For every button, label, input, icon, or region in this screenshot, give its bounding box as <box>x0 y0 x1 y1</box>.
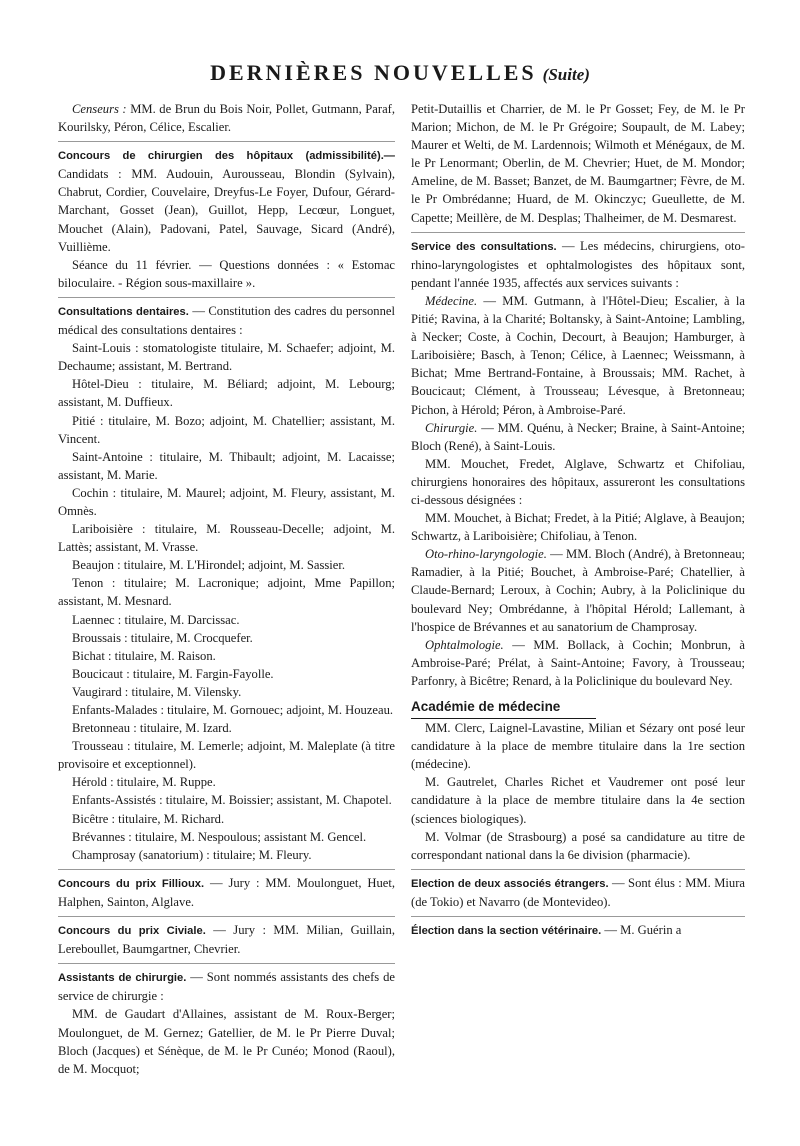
divider <box>411 869 745 870</box>
paragraph-text: — Les médecins, chirurgiens, oto-rhino-laryngologistes et ophtalmologistes des hôpitaux sont, pendant l'année 1935, affectés aux services suivants : <box>411 238 746 290</box>
paragraph <box>58 773 395 791</box>
paragraph <box>411 921 745 940</box>
paragraph-text: MM. de Gaudart d'Allaines, assistant de M. Roux-Berger; Moulonguet, de M. Gernez; Gatellier, de M. le Pr Pierre Duval; Bloch (Jacques) et Sénèque, de M. le Pr Cunéo; Monod (Raoul), de M. Mocquot; <box>58 1007 395 1076</box>
paragraph <box>58 921 395 958</box>
paragraph <box>58 810 395 828</box>
paragraph <box>411 545 745 635</box>
paragraph-text: — MM. Bloch (André), à Bretonneau; Ramadier, à la Pitié; Bouchet, à Ambroise-Paré; Chatellier, à Claude-Bernard; Leroux, à Cochin; Aubry, à la Policlinique du boulevard Ney; Ombrédanne, à l'hôpital Hérold; Lallemant, à l'hospice de Brévannes et au sanatorium de Champrosay. <box>411 547 745 634</box>
paragraph <box>411 719 745 773</box>
paragraph <box>411 292 745 419</box>
paragraph-text: Trousseau : titulaire, M. Lemerle; adjoint, M. Maleplate (à titre provisoire et exceptionnel). <box>58 739 395 772</box>
paragraph <box>58 556 395 574</box>
paragraph-label: Chirurgie. <box>425 420 478 435</box>
paragraph-text: Boucicaut : titulaire, M. Fargin-Fayolle. <box>72 666 274 681</box>
paragraph-text: — MM. Bollack, à Cochin; Monbrun, à Ambroise-Paré; Prélat, à Saint-Antoine; Favory, à Trousseau; Parfonry, à Bicêtre; Renard, à la Policlinique du boulevard Ney. <box>411 637 745 688</box>
paragraph-text: M. Gautrelet, Charles Richet et Vaudremer ont posé leur candidature à la place de membre titulaire dans la 4e section (sciences biologiques). <box>411 775 745 826</box>
page-title-text: DERNIÈRES NOUVELLES <box>210 60 537 85</box>
paragraph-label: Oto-rhino-laryngologie. <box>425 547 547 562</box>
paragraph-text: Cochin : titulaire, M. Maurel; adjoint, M. Fleury, assistant, M. Omnès. <box>58 485 395 518</box>
paragraph-text: Pitié : titulaire, M. Bozo; adjoint, M. Chatellier; assistant, M. Vincent. <box>58 413 395 446</box>
paragraph <box>58 520 395 556</box>
paragraph <box>58 1005 395 1077</box>
paragraph-text: Petit-Dutaillis et Charrier, de M. le Pr Gosset; Fey, de M. le Pr Marion; Michon, de M. le Pr Grégoire; Soupault, de M. Labey; Maurer et Welti, de M. Lardennois; Wilmoth et Ménégaux, de M. le Pr Lenormant; Oberlin, de M. Chevrier; Huet, de M. Mondor; Ameline, de M. Basset; Banzet, de M. Baumgartner; Fèvre, de M. le Pr Ombrédanne; Huard, de M. Okinczyc; Gueullette, de M. Capette; Meillère, de M. Desplas; Thalheimer, de M. Desmarest. <box>411 102 745 225</box>
paragraph-text: Brévannes : titulaire, M. Nespoulous; assistant M. Gencel. <box>72 829 367 844</box>
paragraph <box>58 375 395 411</box>
paragraph-label: Concours du prix Civiale. <box>58 925 206 938</box>
paragraph <box>58 611 395 629</box>
paragraph-text: MM. Clerc, Laignel-Lavastine, Milian et Sézary ont posé leur candidature à la place de membre titulaire dans la 1re section (médecine). <box>411 721 745 772</box>
paragraph-text: M. Volmar (de Strasbourg) a posé sa candidature au titre de correspondant national dans la 6e division (pharmacie). <box>411 829 745 862</box>
paragraph-label: Ophtalmologie. <box>425 637 504 652</box>
divider <box>411 232 745 233</box>
paragraph-text: Bichat : titulaire, M. Raison. <box>72 648 216 663</box>
paragraph-label: Censeurs : <box>72 102 127 116</box>
paragraph-text: Séance du 11 février. — Questions données : « Estomac biloculaire. - Région sous-maxillaire ». <box>58 257 395 290</box>
paragraph <box>58 100 395 136</box>
paragraph <box>411 828 745 864</box>
paragraph-label: Assistants de chirurgie. <box>58 972 187 985</box>
paragraph <box>411 874 745 911</box>
paragraph <box>58 574 395 610</box>
paragraph <box>411 636 745 690</box>
page-title-suite: (Suite) <box>542 65 590 84</box>
paragraph-text: — Constitution des cadres du personnel médical des consultations dentaires : <box>58 303 395 338</box>
paragraph-text: Enfants-Malades : titulaire, M. Gornouec; adjoint, M. Houzeau. <box>72 703 394 717</box>
paragraph <box>58 302 395 339</box>
paragraph-text: — Sont nommés assistants des chefs de service de chirurgie : <box>58 970 395 1004</box>
paragraph-label: Service des consultations. <box>411 240 557 253</box>
paragraph-text: MM. de Brun du Bois Noir, Pollet, Gutmann, Paraf, Kourilsky, Péron, Célice, Escalier. <box>58 102 395 135</box>
divider <box>58 869 395 870</box>
paragraph <box>58 737 395 773</box>
paragraph <box>58 339 395 375</box>
paragraph-text: Candidats : MM. Audouin, Aurousseau, Blondin (Sylvain), Chabrut, Cordier, Couvelaire, Dreyfus-Le Foyer, Dufour, Gérard-Marchant, Gosset (Jean), Guillot, Hepp, Lecœur, Longuet, Mouchet (Alain), Padovani, Patel, Sauvage, Sicard (André), Vuillième. <box>58 167 395 254</box>
paragraph <box>411 237 745 292</box>
paragraph-text: — Sont élus : MM. Miura (de Tokio) et Navarro (de Montevideo). <box>411 875 745 909</box>
paragraph-text: — Jury : MM. Milian, Guillain, Lereboullet, Baumgartner, Chevrier. <box>58 923 395 957</box>
paragraph <box>58 874 395 911</box>
paragraph <box>58 448 395 484</box>
paragraph-text: Hôtel-Dieu : titulaire, M. Béliard; adjoint, M. Lebourg; assistant, M. Duffieux. <box>58 377 395 410</box>
paragraph-text: Laennec : titulaire, M. Darcissac. <box>72 612 240 627</box>
paragraph <box>58 629 395 647</box>
paragraph <box>411 455 745 509</box>
paragraph-label: Consultations dentaires. <box>58 305 189 318</box>
paragraph <box>58 719 395 737</box>
paragraph-text: Broussais : titulaire, M. Crocquefer. <box>72 630 253 645</box>
paragraph-text: Saint-Louis : stomatologiste titulaire, M. Schaefer; adjoint, M. Dechaume; assistant, M. Bertrand. <box>58 341 395 374</box>
paragraph <box>58 412 395 448</box>
divider <box>58 916 395 917</box>
divider <box>58 141 395 142</box>
paragraph-text: — Jury : MM. Moulonguet, Huet, Halphen, Sainton, Alglave. <box>58 875 395 909</box>
paragraph-text: — M. Guérin a <box>601 923 682 938</box>
paragraph <box>58 146 395 256</box>
paragraph-text: Vaugirard : titulaire, M. Vilensky. <box>72 684 242 699</box>
paragraph-text: Enfants-Assistés : titulaire, M. Boissier; assistant, M. Chapotel. <box>72 793 392 808</box>
paragraph <box>58 484 395 520</box>
left-column <box>58 100 395 1078</box>
paragraph <box>411 100 745 227</box>
paragraph <box>58 846 395 864</box>
paragraph <box>58 828 395 846</box>
paragraph-text: Beaujon : titulaire, M. L'Hirondel; adjoint, M. Sassier. <box>72 558 345 573</box>
paragraph <box>58 665 395 683</box>
paragraph-text: Bicêtre : titulaire, M. Richard. <box>72 811 225 826</box>
right-column <box>411 100 745 940</box>
paragraph-label: Election de deux associés étrangers. <box>411 877 609 890</box>
paragraph <box>58 647 395 665</box>
divider <box>411 916 745 917</box>
paragraph-text: Tenon : titulaire; M. Lacronique; adjoint, Mme Papillon; assistant, M. Mesnard. <box>58 576 395 609</box>
paragraph-text: MM. Mouchet, à Bichat; Fredet, à la Pitié; Alglave, à Beaujon; Schwartz, à Lariboisière; Chifoliau, à Tenon. <box>411 511 745 544</box>
paragraph-text: Saint-Antoine : titulaire, M. Thibault; adjoint, M. Lacaisse; assistant, M. Marie. <box>58 449 395 482</box>
section-heading: Académie de médecine <box>411 698 596 719</box>
paragraph-label: Concours du prix Fillioux. <box>58 877 205 890</box>
paragraph <box>411 419 745 455</box>
paragraph <box>58 701 395 719</box>
paragraph-text: — MM. Quénu, à Necker; Braine, à Saint-Antoine; Bloch (René), à Saint-Louis. <box>411 420 745 453</box>
paragraph <box>58 791 395 809</box>
paragraph-label: Médecine. <box>425 293 478 308</box>
paragraph <box>411 773 745 827</box>
paragraph <box>411 509 745 545</box>
page-title <box>0 60 800 88</box>
paragraph-text: Bretonneau : titulaire, M. Izard. <box>72 721 232 736</box>
divider <box>58 297 395 298</box>
paragraph-text: Hérold : titulaire, M. Ruppe. <box>72 775 216 790</box>
paragraph-text: Lariboisière : titulaire, M. Rousseau-Decelle; adjoint, M. Lattès; assistant, M. Vrasse. <box>58 522 395 555</box>
paragraph-text: MM. Mouchet, Fredet, Alglave, Schwartz et Chifoliau, chirurgiens honoraires des hôpitaux, assureront les consultations ci-dessous désignées : <box>411 456 745 507</box>
paragraph-text: — MM. Gutmann, à l'Hôtel-Dieu; Escalier, à la Pitié; Ravina, à la Charité; Boltansky, à Saint-Antoine; Lambling, à Necker; Coste, à Cochin, Decourt, à Beaujon; Hamburger, à Lariboisière; Basch, à Tenon; Célice, à Laennec; Weissmann, à Bichat; Mme Bertrand-Fontaine, à Broussais; MM. Rachet, à Boucicaut; Clément, à Trousseau; Lévesque, à Bretonneau; Pichon, à Hérold; Péron, à Ambroise-Paré. <box>411 293 745 417</box>
paragraph <box>58 968 395 1005</box>
paragraph-label: Concours de chirurgien des hôpitaux (admissibilité).— <box>58 150 395 163</box>
paragraph <box>58 256 395 292</box>
paragraph-label: Élection dans la section vétérinaire. <box>411 925 602 938</box>
paragraph-text: Champrosay (sanatorium) : titulaire; M. Fleury. <box>72 847 312 862</box>
paragraph <box>58 683 395 701</box>
divider <box>58 963 395 964</box>
